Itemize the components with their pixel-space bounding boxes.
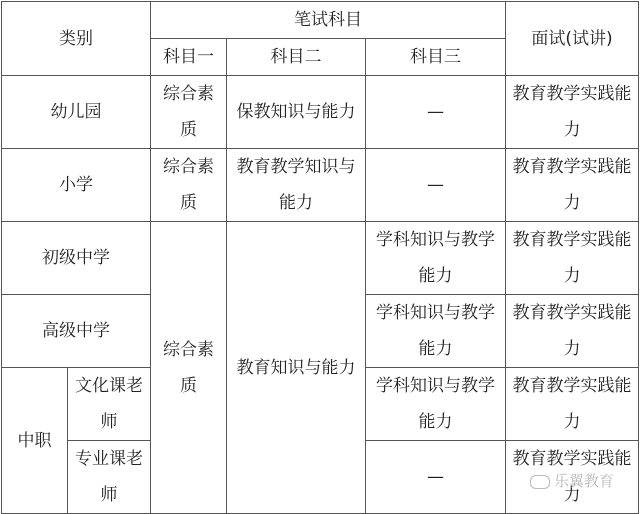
interview-cell: 教育教学实践能力 [506, 295, 639, 368]
category-cell: 中职 [2, 368, 68, 514]
merged-subject-1-cell: 综合素质 [151, 222, 227, 514]
watermark [530, 470, 614, 491]
interview-cell: 教育教学实践能力 [506, 149, 639, 222]
header-interview: 面试(试讲) [506, 2, 639, 76]
header-subject-3: 科目三 [366, 39, 506, 76]
subject-1-cell: 综合素质 [151, 76, 227, 149]
interview-cell: 教育教学实践能力 [506, 368, 639, 441]
subject-1-cell: 综合素质 [151, 149, 227, 222]
merged-subject-2-cell: 教育知识与能力 [227, 222, 366, 514]
subject-2-cell: 保教知识与能力 [227, 76, 366, 149]
category-cell: 高级中学 [2, 295, 151, 368]
subject-3-cell: — [366, 149, 506, 222]
table-row [2, 149, 639, 222]
wechat-icon [530, 475, 550, 489]
subcategory-cell: 专业课老师 [68, 441, 151, 514]
header-row-1 [2, 2, 639, 39]
category-cell: 幼儿园 [2, 76, 151, 149]
interview-cell: 教育教学实践能力 [506, 222, 639, 295]
watermark-text: 乐翼教育 [554, 472, 615, 490]
subject-3-cell: — [366, 76, 506, 149]
exam-subjects-table [1, 1, 639, 514]
table-row [2, 76, 639, 149]
interview-cell: 教育教学实践能力 [506, 76, 639, 149]
subject-2-cell: 教育教学知识与能力 [227, 149, 366, 222]
subject-3-cell: 学科知识与教学能力 [366, 295, 506, 368]
header-subject-2: 科目二 [227, 39, 366, 76]
subject-3-cell: — [366, 441, 506, 514]
subcategory-cell: 文化课老师 [68, 368, 151, 441]
header-category: 类别 [2, 2, 151, 76]
table-row [2, 222, 639, 295]
interview-cell: 教育教学实践能力 [506, 441, 639, 514]
header-subject-1: 科目一 [151, 39, 227, 76]
header-written-subjects: 笔试科目 [151, 2, 506, 39]
category-cell: 小学 [2, 149, 151, 222]
category-cell: 初级中学 [2, 222, 151, 295]
subject-3-cell: 学科知识与教学能力 [366, 368, 506, 441]
subject-3-cell: 学科知识与教学能力 [366, 222, 506, 295]
